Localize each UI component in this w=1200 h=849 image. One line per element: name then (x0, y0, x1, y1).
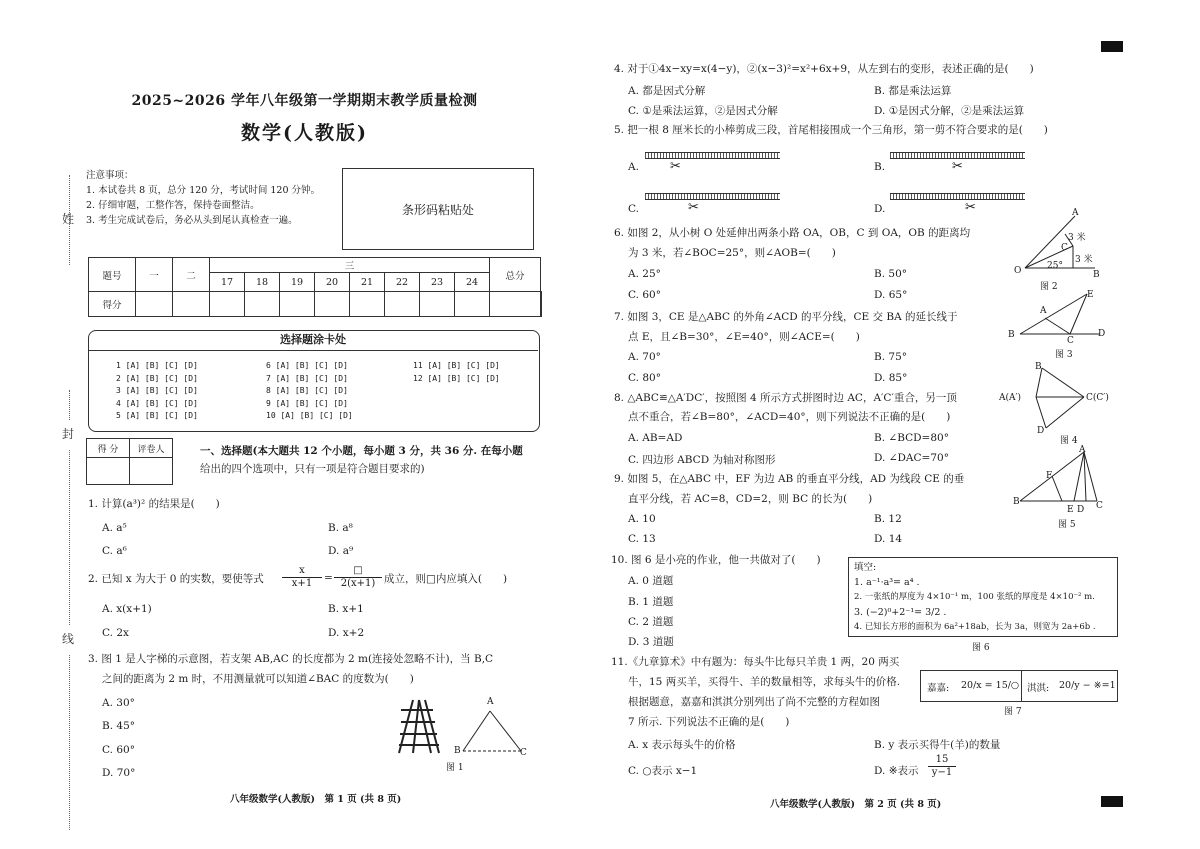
figure-2-label-c: C (1061, 243, 1068, 253)
score-header: 三 (210, 258, 490, 273)
q11-d-fraction (928, 754, 956, 779)
q2-frac2-den: 2(x+1) (340, 578, 376, 589)
q5-option-b: B. (874, 161, 886, 173)
q11-option-d: D. ※表示 (874, 765, 919, 777)
figure-1-label-a: A (487, 697, 494, 707)
q2-fraction (282, 565, 322, 590)
q2-option-c: C. 2x (102, 627, 129, 639)
binding-line (69, 390, 70, 420)
figure-5-label-a: A (1079, 445, 1086, 455)
q8-line2: 点不重合，若∠B=80°，∠ACD=40°，则下列说法不正确的是( ) (628, 411, 951, 423)
q3-line1: 3. 图 1 是人字梯的示意图，若支架 AB,AC 的长度都为 2 m(连接处忽略不计)，当 B,C (88, 653, 494, 665)
q10-option-a: A. 0 道题 (628, 575, 674, 587)
score-cell[interactable] (136, 292, 173, 317)
q8-option-c: C. 四边形 ABCD 为轴对称图形 (628, 454, 776, 466)
q6-option-b: B. 50° (874, 268, 908, 280)
q3-option-c: C. 60° (102, 744, 135, 756)
q2-tail: 成立，则□内应填入( ) (384, 573, 508, 585)
figure-3-label-d: D (1098, 329, 1106, 339)
figure-2-label-b: B (1093, 270, 1100, 280)
figure-2-label-3m: 3 米 (1075, 255, 1093, 265)
subject-title: 数学(人教版) (241, 122, 368, 144)
section-line: 给出的四个选项中，只有一项是符合题目要求的) (200, 463, 425, 475)
q1-option-d: D. a⁹ (328, 545, 354, 557)
score-sub: 21 (350, 273, 385, 292)
q11-option-b: B. y 表示买得牛(羊)的数量 (874, 739, 1001, 751)
q11-option-a: A. x 表示每头牛的价格 (628, 739, 736, 751)
score-cell[interactable] (210, 292, 245, 317)
q6-option-a: A. 25° (628, 268, 661, 280)
answer-card-title: 选择题涂卡处 (88, 330, 538, 351)
stick-d (890, 193, 1025, 200)
figure-6-caption: 图 6 (972, 643, 990, 653)
score-sub: 20 (315, 273, 350, 292)
figure-2-label-3m: 3 米 (1068, 233, 1086, 243)
qiqi-label: 淇淇: (1027, 683, 1050, 694)
grader-cell[interactable] (130, 458, 173, 485)
figure-5-label-c: C (1096, 501, 1103, 511)
q1-option-b: B. a⁸ (328, 522, 353, 534)
q7-option-c: C. 80° (628, 372, 661, 384)
answer-card-col[interactable]: 11 [A] [B] [C] [D] 12 [A] [B] [C] [D] (413, 361, 500, 383)
binding-line (69, 450, 70, 625)
q4-option-d: D. ①是因式分解，②是乘法运算 (874, 105, 1025, 117)
score-sub: 23 (420, 273, 455, 292)
figure-1-label-c: C (520, 748, 527, 758)
section-heading (200, 442, 540, 478)
q8-line1: 8. △ABC≌△A′DC′，按照图 4 所示方式拼图时边 AC，A′C′重合，另一顶 (614, 392, 957, 404)
q11-line1: 11.《九章算术》中有题为：每头牛比每只羊贵 1 两，20 两买 (611, 656, 900, 668)
q8-option-d: D. ∠DAC=70° (874, 452, 949, 464)
figure-4-label-a: A(A′) (999, 393, 1022, 403)
stick-a (645, 152, 780, 159)
answer-card-col[interactable]: 1 [A] [B] [C] [D] 2 [A] [B] [C] [D] 3 [A] [B] [C] [D] 4 [A] [B] [C] [D] 5 [A] [B] [C] [D] (116, 361, 198, 420)
q2-option-d: D. x+2 (328, 627, 365, 639)
stick-b (890, 152, 1025, 159)
scissors-icon: ✂ (670, 159, 681, 174)
grader-table (86, 438, 173, 485)
score-cell[interactable] (280, 292, 315, 317)
q9-option-d: D. 14 (874, 533, 903, 545)
score-header: 总分 (490, 258, 541, 292)
footer-right: 八年级数学(人教版) 第 2 页 (共 8 页) (770, 799, 942, 810)
homework-line: 4. 已知长方形的面积为 6a²+18ab，长为 3a，则宽为 2a+6b . (854, 622, 1096, 632)
q10-option-d: D. 3 道题 (628, 636, 674, 648)
homework-line: 3. (−2)⁰+2⁻¹= 3/2 . (854, 607, 947, 618)
figure-2-caption: 图 2 (1040, 282, 1058, 292)
score-cell[interactable] (420, 292, 455, 317)
q7-line1: 7. 如图 3，CE 是△ABC 的外角∠ACD 的平分线，CE 交 BA 的延长线于 (614, 311, 958, 323)
grader-reviewer-label: 评卷人 (130, 439, 173, 458)
homework-line: 2. 一张纸的厚度为 4×10⁻¹ m，100 张纸的厚度是 4×10⁻² m. (854, 592, 1095, 602)
side-label: 封 (62, 427, 75, 441)
qiqi-equation: 20/y − ※=1 (1059, 680, 1116, 691)
score-cell[interactable] (350, 292, 385, 317)
corner-mark (1101, 41, 1123, 52)
q11-d-den: y−1 (931, 767, 953, 778)
figure-4-label-d: D (1037, 426, 1045, 436)
figure-4-caption: 图 4 (1060, 436, 1078, 446)
scissors-icon: ✂ (952, 159, 963, 174)
score-cell[interactable] (385, 292, 420, 317)
score-cell[interactable] (315, 292, 350, 317)
q6-option-c: C. 60° (628, 289, 661, 301)
q4-option-a: A. 都是因式分解 (628, 85, 706, 97)
barcode-area (342, 168, 534, 250)
section-line: 一、选择题(本大题共 12 个小题，每小题 3 分，共 36 分. 在每小题 (200, 445, 523, 457)
q2-frac-den: x+1 (291, 578, 313, 589)
jiajia-equation: 20/x = 15/○ (961, 680, 1020, 691)
q3-line2: 之间的距离为 2 m 时，不用测量就可以知道∠BAC 的度数为( ) (102, 673, 414, 685)
q4-option-c: C. ①是乘法运算，②是因式分解 (628, 105, 778, 117)
q8-option-b: B. ∠BCD=80° (874, 432, 949, 444)
corner-mark (1101, 796, 1123, 807)
figure-2-label-a: A (1072, 208, 1079, 218)
q7-option-a: A. 70° (628, 351, 661, 363)
q9-option-c: C. 13 (628, 533, 656, 545)
q1-stem: 1. 计算(a³)² 的结果是( ) (88, 498, 220, 510)
q10-option-c: C. 2 道题 (628, 616, 674, 628)
figure-5 (1012, 446, 1107, 508)
q1-option-a: A. a⁵ (102, 522, 127, 534)
q2-fraction2 (334, 565, 382, 590)
figure-1-label-b: B (454, 746, 461, 756)
score-table (88, 257, 542, 317)
exam-title: 2025~2026 学年八年级第一学期期末教学质量检测 (131, 93, 478, 109)
q2-option-a: A. x(x+1) (102, 603, 152, 615)
figure-2-label-o: O (1014, 266, 1022, 276)
q10-stem: 10. 图 6 是小亮的作业，他一共做对了( ) (611, 554, 821, 566)
figure-3-label-e: E (1087, 290, 1094, 300)
q9-option-a: A. 10 (628, 513, 656, 525)
figure-3-caption: 图 3 (1055, 350, 1073, 360)
q6-option-d: D. 65° (874, 289, 908, 301)
q2-equals: = (324, 572, 333, 584)
figure-1-ladder (395, 695, 535, 770)
figure-5-label-b: B (1013, 497, 1020, 507)
jiajia-label: 嘉嘉: (927, 683, 950, 694)
q6-line1: 6. 如图 2，从小树 O 处延伸出两条小路 OA，OB，C 到 OA，OB 的距离均 (614, 227, 971, 239)
q7-line2: 点 E，且∠B=30°，∠E=40°，则∠ACE=( ) (628, 331, 860, 343)
figure-5-label-e: E (1067, 505, 1074, 515)
q9-option-b: B. 12 (874, 513, 902, 525)
q2-frac-num: x (282, 565, 322, 578)
scissors-icon: ✂ (965, 200, 976, 215)
barcode-label: 条形码粘贴处 (401, 203, 474, 217)
score-sub: 18 (245, 273, 280, 292)
figure-1-caption: 图 1 (446, 763, 464, 773)
q10-option-b: B. 1 道题 (628, 596, 674, 608)
score-header: 一 (136, 258, 173, 292)
score-cell[interactable] (541, 292, 542, 317)
q5-option-d: D. (874, 203, 886, 215)
q5-option-c: C. (628, 203, 639, 215)
q3-option-d: D. 70° (102, 767, 136, 779)
q2-option-b: B. x+1 (328, 603, 364, 615)
grader-score-label: 得 分 (87, 439, 130, 458)
figure-7-equations (920, 670, 1118, 702)
grader-cell[interactable] (87, 458, 130, 485)
side-label: 线 (62, 632, 75, 646)
figure-5-label-d: D (1077, 505, 1085, 515)
footer-left: 八年级数学(人教版) 第 1 页 (共 8 页) (230, 794, 402, 805)
q7-option-d: D. 85° (874, 372, 908, 384)
q11-option-c: C. ○表示 x−1 (628, 765, 698, 777)
q3-option-b: B. 45° (102, 720, 136, 732)
q11-d-num: 15 (928, 754, 956, 767)
figure-7-divider (1021, 671, 1022, 701)
figure-5-label-f: F (1046, 471, 1053, 481)
notes (86, 168, 336, 228)
scissors-icon: ✂ (688, 200, 699, 215)
stick-c (645, 193, 780, 200)
figure-4-label-b: B (1035, 362, 1042, 372)
score-sub: 22 (385, 273, 420, 292)
q8-option-a: A. AB=AD (628, 432, 683, 444)
q11-line2: 牛，15 两买羊，买得牛、羊的数量相等，求每头牛的价格. (628, 676, 901, 688)
figure-2-angle: 25° (1047, 261, 1063, 271)
score-sub: 17 (210, 273, 245, 292)
score-header: 题号 (89, 258, 136, 292)
answer-card-col[interactable]: 6 [A] [B] [C] [D] 7 [A] [B] [C] [D] 8 [A] [B] [C] [D] 9 [A] [B] [C] [D] 10 [A] [B] [C] [D] (266, 361, 353, 420)
homework-line: 填空: (854, 562, 877, 573)
notes-item: 2. 仔细审题，工整作答，保持卷面整洁。 (86, 200, 260, 211)
q4-stem: 4. 对于①4x−xy=x(4−y)，②(x−3)²=x²+6x+9，从左到右的变形，表述正确的是( ) (614, 63, 1034, 75)
score-sub: 24 (455, 273, 490, 292)
figure-6-homework (848, 557, 1118, 637)
q3-option-a: A. 30° (102, 697, 135, 709)
q1-option-c: C. a⁶ (102, 545, 127, 557)
notes-item: 3. 考生完成试卷后，务必从头到尾认真检查一遍。 (86, 215, 298, 226)
figure-4-label-c: C(C′) (1086, 393, 1109, 403)
score-cell[interactable] (173, 292, 210, 317)
figure-3 (1015, 290, 1110, 345)
binding-line (69, 655, 70, 830)
score-cell[interactable] (490, 292, 541, 317)
q2-stem: 2. 已知 x 为大于 0 的实数，要使等式 (88, 573, 264, 585)
q9-line2: 直平分线，若 AC=8，CD=2，则 BC 的长为( ) (628, 493, 873, 505)
q5-option-a: A. (628, 161, 639, 173)
notes-item: 1. 本试卷共 8 页，总分 120 分，考试时间 120 分钟。 (86, 185, 321, 196)
score-sub: 19 (280, 273, 315, 292)
score-cell[interactable] (455, 292, 490, 317)
figure-3-label-c: C (1067, 336, 1074, 346)
q9-line1: 9. 如图 5，在△ABC 中，EF 为边 AB 的垂直平分线，AD 为线段 CE 的垂 (614, 473, 965, 485)
score-header: 二 (173, 258, 210, 292)
q2-frac2-num: □ (334, 565, 382, 578)
side-label: 姓 (62, 212, 75, 226)
score-cell[interactable] (245, 292, 280, 317)
q11-line4: 7 所示. 下列说法不正确的是( ) (628, 716, 790, 728)
figure-7-caption: 图 7 (1004, 707, 1022, 717)
q6-line2: 为 3 米，若∠BOC=25°，则∠AOB=( ) (628, 247, 836, 259)
q7-option-b: B. 75° (874, 351, 908, 363)
figure-3-label-a: A (1040, 306, 1047, 316)
figure-3-label-b: B (1008, 330, 1015, 340)
score-row-label: 得分 (89, 292, 136, 317)
figure-5-caption: 图 5 (1058, 520, 1076, 530)
homework-line: 1. a⁻¹·a³= a⁴ . (854, 577, 920, 588)
q5-stem: 5. 把一根 8 厘米长的小棒剪成三段，首尾相接围成一个三角形，第一剪不符合要求的是( ) (614, 124, 1048, 136)
q4-option-b: B. 都是乘法运算 (874, 85, 952, 97)
q11-line3: 根据题意，嘉嘉和淇淇分别列出了尚不完整的方程如图 (628, 696, 880, 708)
notes-heading: 注意事项： (86, 170, 134, 181)
